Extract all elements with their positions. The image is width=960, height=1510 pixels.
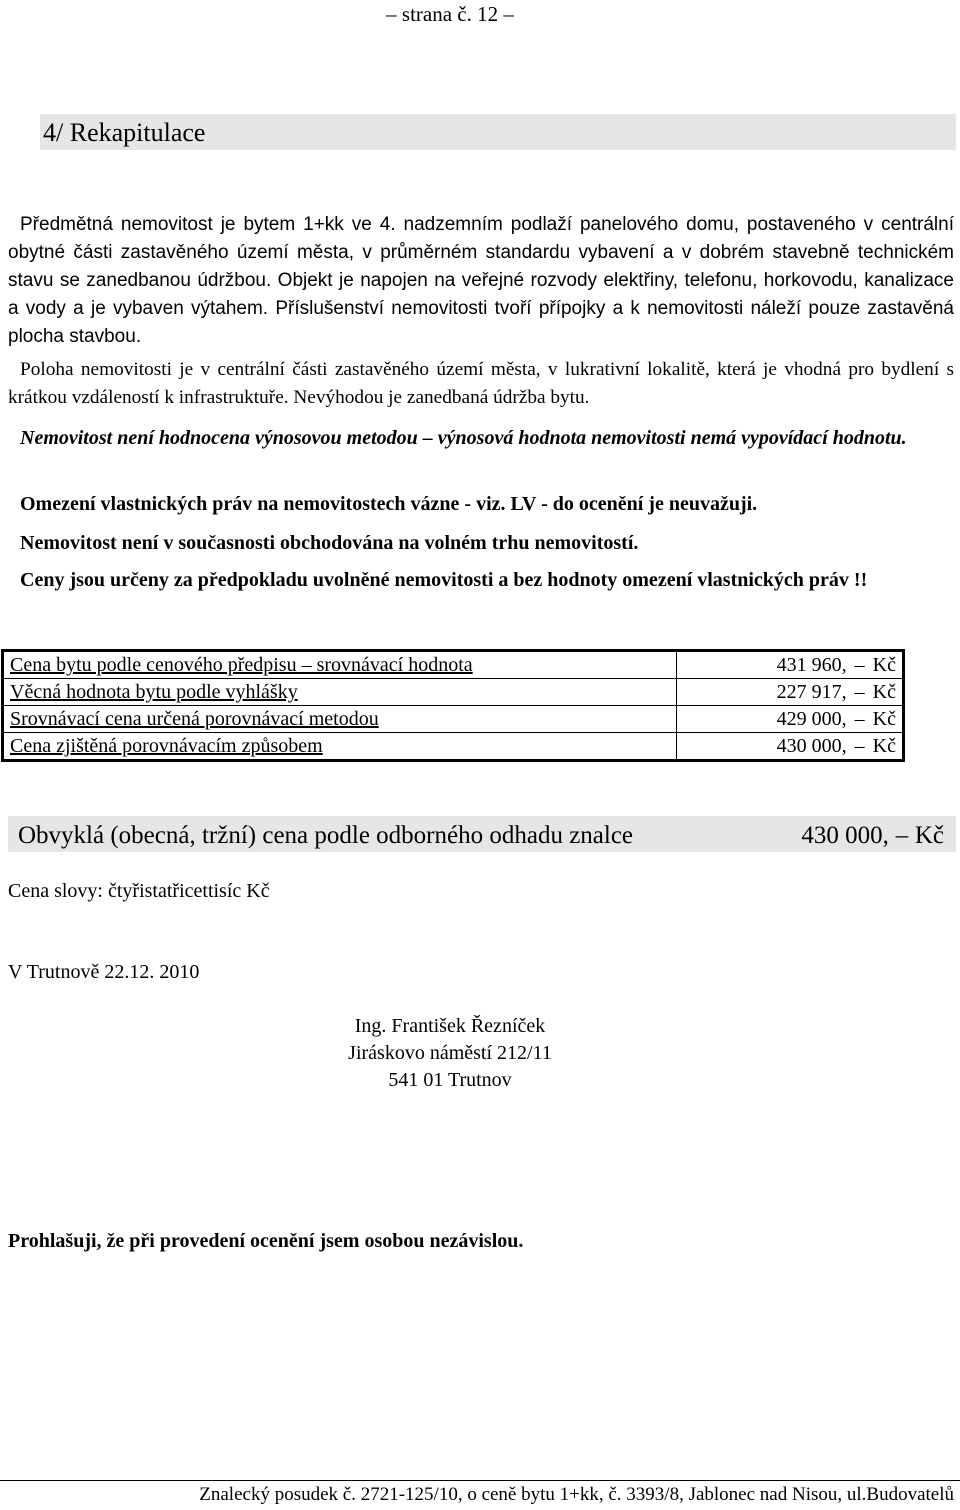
property-description-text: Předmětná nemovitost je bytem 1+kk ve 4. nadzemním podlaží panelového domu, postaveného v centrální obytné části zastavěného území města, v průměrném standardu vybavení a v dobrém stavebně technickém stavu se zanedbanou údržbou. Objekt je napojen na veřejné rozvody elektřiny, telefonu, horkovodu, kanalizace a vody a je vybaven výtahem. Příslušenství nemovitosti tvoří přípojky a k nemovitosti náleží pouze zastavěná plocha stavbou. [8,214,954,347]
valuation-label: Cena bytu podle cenového předpisu – srovnávací hodnota [3,651,677,679]
amount-currency: Kč [872,708,896,730]
footer-divider [0,1480,960,1481]
amount-currency: Kč [872,654,896,676]
place-and-date: V Trutnově 22.12. 2010 [8,961,200,983]
table-row [3,733,904,761]
amount-number: 430 000, [776,735,847,757]
independence-declaration: Prohlašuji, že při provedení ocenění jsem osobou nezávislou. [8,1230,524,1252]
price-assumption-note [8,566,954,594]
valuation-amount [677,679,904,706]
income-method-note [8,424,954,452]
table-row [3,679,904,706]
signatory-street: Jiráskovo náměstí 212/11 [348,1042,552,1064]
table-row [3,651,904,679]
signatory-name: Ing. František Řezníček [354,1015,546,1037]
signatory-city: 541 01 Trutnov [388,1069,512,1091]
amount-number: 431 960, [776,654,847,676]
valuation-amount [677,733,904,761]
result-dash: – [895,822,909,849]
result-label: Obvyklá (obecná, tržní) cena podle odborného odhadu znalce [18,822,634,849]
rights-restriction-note [8,490,954,518]
rights-restriction-text: Omezení vlastnických práv na nemovitostech vázne - viz. LV - do ocenění je neuvažuji. [20,493,758,515]
location-paragraph [8,356,954,412]
amount-dash: – [854,735,865,757]
page-number-header: – strana č. 12 – [386,2,514,26]
result-value [801,816,944,856]
result-amount: 430 000, [801,822,889,849]
signature-block [300,1013,600,1094]
amount-currency: Kč [872,681,896,703]
market-status-text: Nemovitost není v současnosti obchodována na volném trhu nemovitostí. [20,532,639,554]
amount-dash: – [854,708,865,730]
amount-number: 429 000, [776,708,847,730]
amount-dash: – [854,681,865,703]
section-heading: 4/ Rekapitulace [40,114,956,150]
amount-number: 227 917, [776,681,847,703]
valuation-amount [677,651,904,679]
valuation-label: Cena zjištěná porovnávacím způsobem [3,733,677,761]
property-description-paragraph [8,211,954,351]
market-status-note [8,529,954,557]
location-text: Poloha nemovitosti je v centrální části zastavěného území města, v lukrativní lokalitě, která je vhodná pro bydlení s krátkou vzdáleností k infrastruktuře. Nevýhodou je zanedbaná údržba bytu. [8,359,954,408]
valuation-label: Věcná hodnota bytu podle vyhlášky [3,679,677,706]
amount-dash: – [854,654,865,676]
result-currency: Kč [914,822,944,849]
page-footer: Znalecký posudek č. 2721-125/10, o ceně bytu 1+kk, č. 3393/8, Jablonec nad Nisou, ul.Budovatelů [199,1484,954,1505]
valuation-label: Srovnávací cena určená porovnávací metodou [3,706,677,733]
valuation-amount [677,706,904,733]
amount-currency: Kč [872,735,896,757]
amount-in-words: Cena slovy: čtyřistatřicettisíc Kč [8,880,270,902]
table-row [3,706,904,733]
market-price-result [8,816,956,852]
valuation-table [1,649,905,762]
price-assumption-text: Ceny jsou určeny za předpokladu uvolněné nemovitosti a bez hodnoty omezení vlastnických práv !! [20,569,868,591]
income-method-text: Nemovitost není hodnocena výnosovou metodou – výnosová hodnota nemovitosti nemá vypovídací hodnotu. [20,427,907,449]
